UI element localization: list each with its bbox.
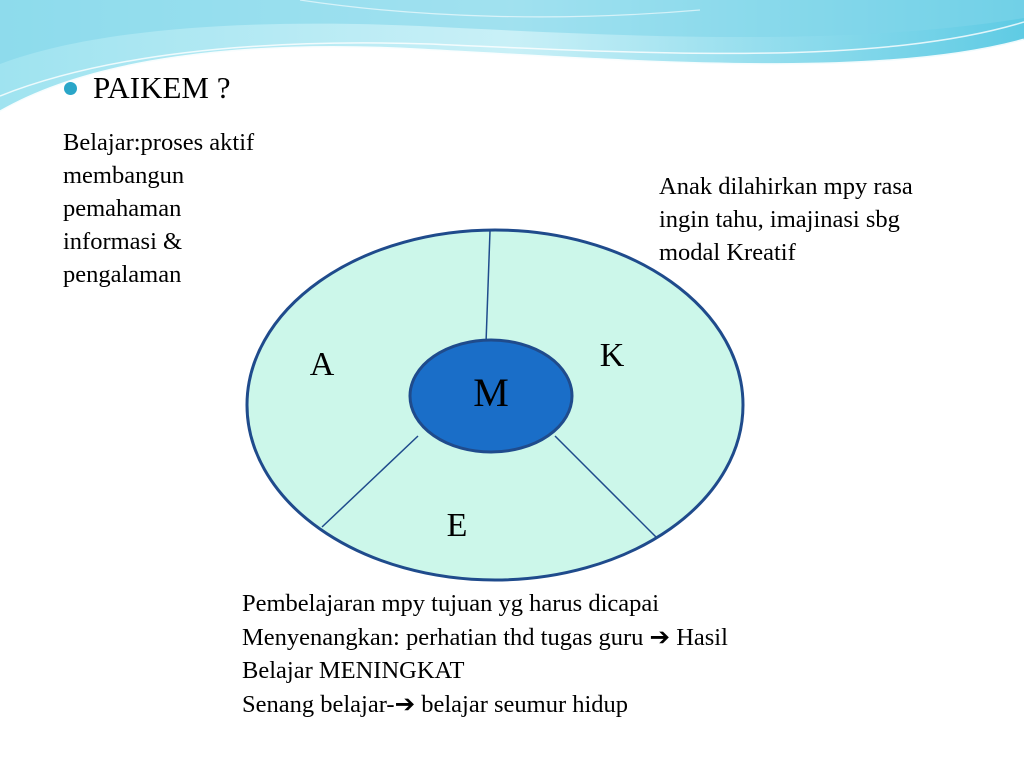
left-note-line: membangun (63, 162, 185, 189)
center-label: M (473, 370, 509, 415)
bottom-note-text: Senang belajar- (242, 691, 395, 718)
bottom-note-line: Belajar MENINGKAT (242, 657, 465, 684)
left-note-line: pengalaman (63, 261, 182, 288)
arrow-icon: ➔ (649, 622, 671, 651)
bottom-note-text: Menyenangkan: perhatian thd tugas guru (242, 624, 650, 651)
right-note-line: ingin tahu, imajinasi sbg (659, 206, 900, 233)
bottom-note-text: Hasil (670, 624, 728, 651)
right-note-line: modal Kreatif (659, 239, 796, 266)
bottom-note-line: Pembelajaran mpy tujuan yg harus dicapai (242, 590, 660, 617)
segment-label-right: K (599, 337, 625, 374)
arrow-icon: ➔ (394, 689, 416, 718)
right-note-line: Anak dilahirkan mpy rasa (659, 173, 913, 200)
slide-title: PAIKEM ? (93, 70, 231, 105)
bottom-note-line (242, 687, 728, 721)
segment-label-bottom: E (446, 507, 468, 544)
left-note-line: informasi & (63, 228, 183, 255)
left-note-line: pemahaman (63, 195, 182, 222)
bottom-note (242, 587, 728, 721)
bottom-note-text: belajar seumur hidup (415, 691, 629, 718)
left-note-line: Belajar:proses aktif (63, 129, 255, 156)
segment-label-left: A (309, 346, 335, 383)
bottom-note-line (242, 620, 728, 654)
